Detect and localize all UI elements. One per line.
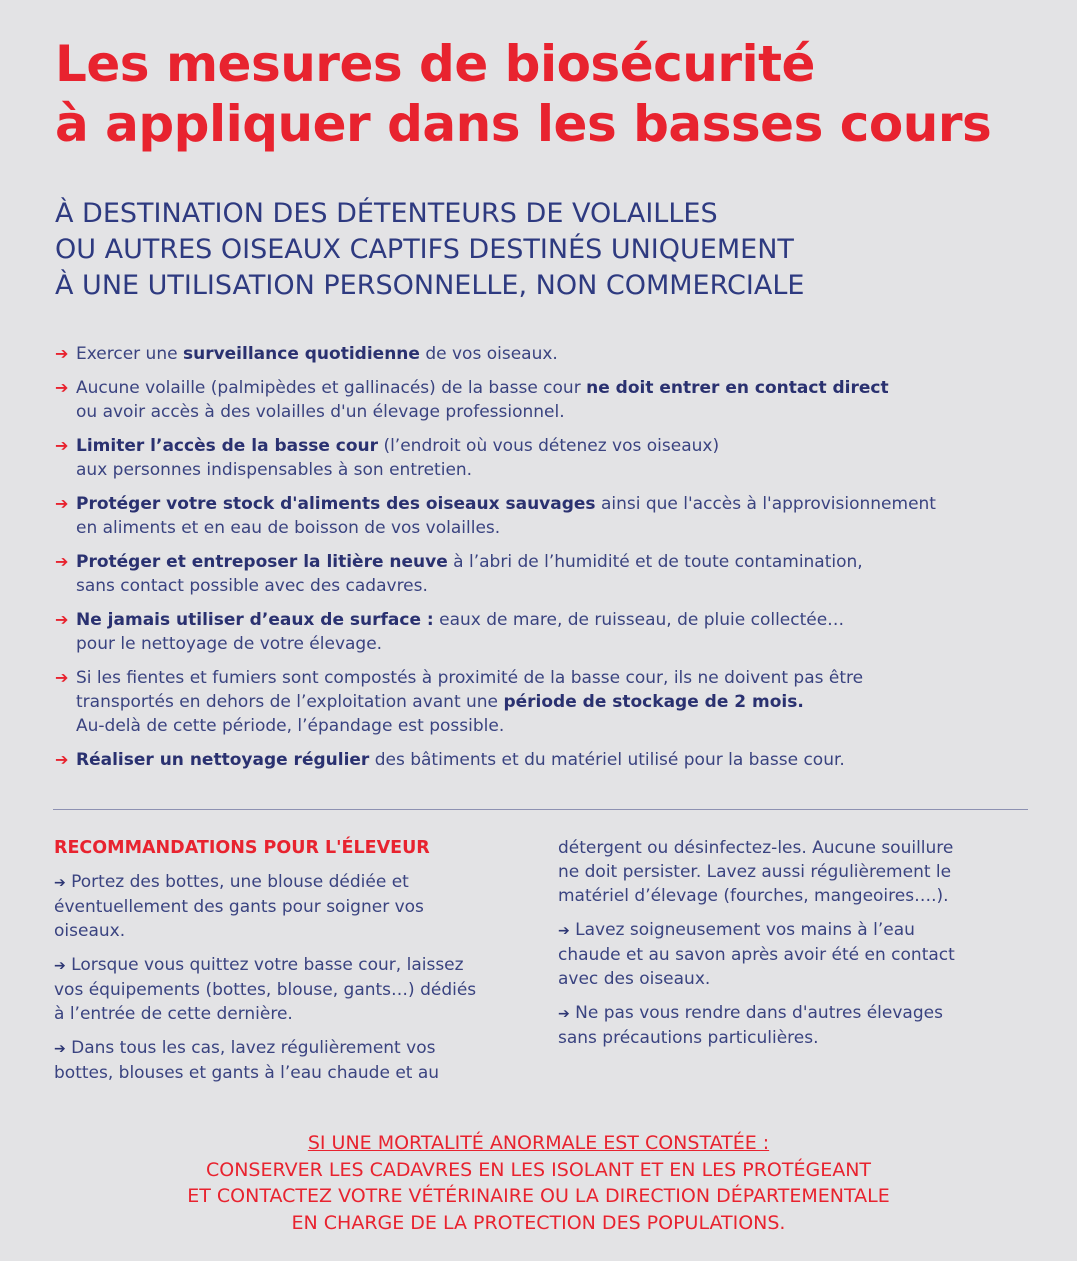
recommendation-line: vos équipements (bottes, blouse, gants…) dédiés — [54, 980, 477, 1000]
recommendations-column-left — [54, 836, 534, 1095]
alert-line: CONSERVER LES CADAVRES EN LES ISOLANT ET EN LES PROTÉGEANT — [205, 1158, 872, 1181]
measure-item — [55, 376, 1045, 424]
measure-line — [76, 434, 1045, 458]
measure-text: transportés en dehors de l’exploitation avant une — [76, 692, 504, 712]
mortality-alert — [0, 1130, 1077, 1236]
arrow-right-icon: ➔ — [55, 344, 69, 363]
measure-line — [76, 342, 1045, 366]
title-line-2: à appliquer dans les basses cours — [55, 95, 992, 153]
arrow-right-icon: ➔ — [54, 1041, 66, 1057]
measure-line — [76, 608, 1045, 632]
measure-text: des bâtiments et du matériel utilisé pour la basse cour. — [369, 750, 845, 770]
arrow-right-icon: ➔ — [55, 668, 69, 687]
arrow-right-icon: ➔ — [55, 436, 69, 455]
arrow-right-icon: ➔ — [558, 1006, 570, 1022]
biosecurity-measures-list — [55, 342, 1045, 772]
measure-text: de vos oiseaux. — [419, 344, 558, 364]
recommendation-text: Ne pas vous rendre dans d'autres élevages — [575, 1003, 943, 1023]
measure-text: eaux de mare, de ruisseau, de pluie collectée… — [433, 610, 845, 630]
recommendation-line: à l’entrée de cette dernière. — [54, 1004, 293, 1024]
recommendation-text: Lavez soigneusement vos mains à l’eau — [575, 920, 915, 940]
measure-line: ou avoir accès à des volailles d'un élevage professionnel. — [76, 402, 565, 422]
measure-item — [55, 434, 1045, 482]
recommendation-text: Lorsque vous quittez votre basse cour, laissez — [71, 955, 464, 975]
recommendation-item — [558, 836, 1038, 908]
recommendation-line: éventuellement des gants pour soigner vos — [54, 897, 424, 917]
arrow-right-icon: ➔ — [55, 552, 69, 571]
measure-item — [55, 666, 1045, 738]
arrow-right-icon: ➔ — [55, 750, 69, 769]
arrow-right-icon: ➔ — [558, 923, 570, 939]
measure-emphasis: Réaliser un nettoyage régulier — [76, 750, 370, 770]
measure-line: sans contact possible avec des cadavres. — [76, 576, 428, 596]
alert-line: ET CONTACTEZ VOTRE VÉTÉRINAIRE OU LA DIRECTION DÉPARTEMENTALE — [187, 1185, 890, 1207]
measure-line — [76, 492, 1045, 516]
measure-text: à l’abri de l’humidité et de toute contamination, — [447, 552, 863, 572]
arrow-right-icon: ➔ — [55, 610, 69, 629]
recommendation-item — [54, 953, 534, 1026]
recommendation-line: bottes, blouses et gants à l’eau chaude et au — [54, 1063, 440, 1083]
recommendation-line: détergent ou désinfectez-les. Aucune souillure — [558, 838, 954, 858]
page-title — [55, 34, 1055, 154]
measure-line — [76, 376, 1045, 400]
measure-emphasis: Protéger votre stock d'aliments des oiseaux sauvages — [76, 494, 596, 514]
subtitle-line-2: OU AUTRES OISEAUX CAPTIFS DESTINÉS UNIQUEMENT — [55, 234, 794, 265]
arrow-right-icon: ➔ — [54, 875, 66, 891]
recommendation-line — [558, 1001, 1038, 1026]
measure-line: aux personnes indispensables à son entretien. — [76, 460, 473, 480]
measure-line — [76, 690, 1045, 714]
title-line-1: Les mesures de biosécurité — [55, 35, 815, 93]
measure-text: Aucune volaille (palmipèdes et gallinacés) de la basse cour — [76, 378, 587, 398]
alert-heading: SI UNE MORTALITÉ ANORMALE EST CONSTATÉE : — [307, 1132, 770, 1154]
measure-emphasis: période de stockage de 2 mois. — [503, 692, 804, 712]
arrow-right-icon: ➔ — [54, 958, 66, 974]
recommendation-line — [54, 870, 534, 895]
recommendation-line — [54, 1036, 534, 1061]
measure-item — [55, 748, 1045, 772]
recommendations-title: RECOMMANDATIONS POUR L'ÉLEVEUR — [54, 838, 430, 858]
recommendation-item — [54, 1036, 534, 1085]
section-divider — [53, 809, 1028, 810]
measure-item — [55, 342, 1045, 366]
subtitle-line-1: À DESTINATION DES DÉTENTEURS DE VOLAILLES — [55, 198, 718, 229]
measure-emphasis: Limiter l’accès de la basse cour — [76, 436, 379, 456]
recommendation-line: avec des oiseaux. — [558, 969, 711, 989]
recommendation-line: chaude et au savon après avoir été en contact — [558, 945, 955, 965]
recommendation-line: oiseaux. — [54, 921, 126, 941]
subtitle-line-3: À UNE UTILISATION PERSONNELLE, NON COMMERCIALE — [55, 270, 805, 301]
measure-line: Au-delà de cette période, l’épandage est possible. — [76, 716, 505, 736]
recommendation-line — [558, 918, 1038, 943]
recommendation-line: matériel d’élevage (fourches, mangeoires….). — [558, 886, 949, 906]
recommendations-column-right — [558, 836, 1038, 1060]
measure-line: en aliments et en eau de boisson de vos volailles. — [76, 518, 501, 538]
measure-line: Si les fientes et fumiers sont compostés à proximité de la basse cour, ils ne doivent pas être — [76, 668, 864, 688]
measure-line: pour le nettoyage de votre élevage. — [76, 634, 383, 654]
recommendation-item — [558, 1001, 1038, 1050]
measure-emphasis: Protéger et entreposer la litière neuve — [76, 552, 448, 572]
measure-item — [55, 608, 1045, 656]
measure-item — [55, 492, 1045, 540]
arrow-right-icon: ➔ — [55, 378, 69, 397]
measure-text: Exercer une — [76, 344, 183, 364]
measure-emphasis: Ne jamais utiliser d’eaux de surface : — [76, 610, 434, 630]
alert-line: EN CHARGE DE LA PROTECTION DES POPULATIONS. — [291, 1211, 786, 1234]
measure-item — [55, 550, 1045, 598]
recommendation-line — [54, 953, 534, 978]
measure-emphasis: surveillance quotidienne — [182, 344, 420, 364]
measure-emphasis: ne doit entrer en contact direct — [586, 378, 889, 398]
recommendation-item — [54, 870, 534, 943]
measure-line — [76, 748, 1045, 772]
measure-text: ainsi que l'accès à l'approvisionnement — [595, 494, 936, 514]
recommendation-text: Dans tous les cas, lavez régulièrement vos — [71, 1038, 436, 1058]
recommendation-text: Portez des bottes, une blouse dédiée et — [71, 872, 409, 892]
measure-text: (l’endroit où vous détenez vos oiseaux) — [378, 436, 720, 456]
recommendation-item — [558, 918, 1038, 991]
arrow-right-icon: ➔ — [55, 494, 69, 513]
recommendation-line: ne doit persister. Lavez aussi régulièrement le — [558, 862, 952, 882]
recommendation-line: sans précautions particulières. — [558, 1028, 819, 1048]
measure-line — [76, 550, 1045, 574]
page-subtitle — [55, 196, 1055, 304]
